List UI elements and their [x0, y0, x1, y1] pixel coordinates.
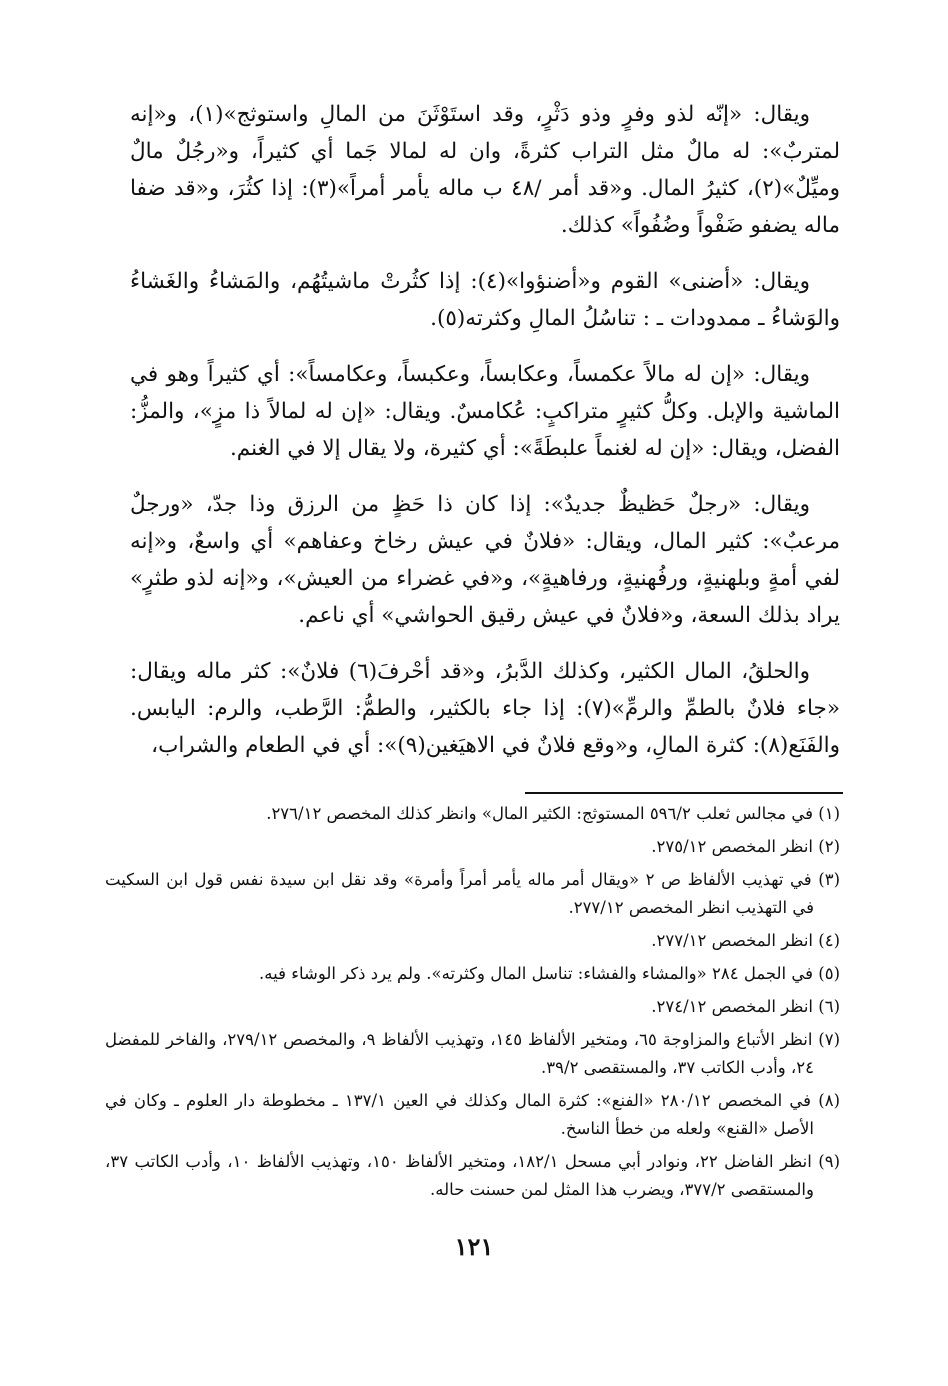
paragraph: ويقال: «إنّه لذو وفرٍ وذو دَثْرٍ، وقد استَوْثَنَ من المالِ واستوثج»(١)، و«إنه لمتربٌ»: له مالٌ مثل التراب كثرةً، وان له لمالا جَما أي كثيراً، و«رجُلٌ مالٌ وميِّلٌ»(٢)، كثيرُ المال. و«قد أمر /٤٨ ب ماله يأمر أمراً»(٣): إذا كثُرَ، و«قد ضفا ماله يضفو ضَفْواً وضُفُواً» كذلك. — [130, 102, 840, 238]
footnotes — [105, 800, 840, 1209]
footnote: (٥) في الجمل ٢٨٤ «والمشاء والفشاء: تناسل المال وكثرته». ولم يرد ذكر الوشاء فيه. — [259, 964, 840, 983]
paragraph: والحلقُ، المال الكثير، وكذلك الدَّبرُ، و«قد أحْرفَ(٦) فلانٌ»: كثر ماله ويقال: «جاء فلانٌ بالطمِّ والرمِّ»(٧): إذا جاء بالكثير، والطمُّ: الرَّطب، والرم: اليابس. والفَنَع(٨): كثرة المالِ، و«وقع فلانٌ في الاهيَغين(٩)»: أي في الطعام والشراب، — [130, 659, 840, 758]
footnote: (١) في مجالس ثعلب ٥٩٦/٢ المستوثج: الكثير المال» وانظر كذلك المخصص ٢٧٦/١٢. — [266, 804, 840, 823]
footnote: (٢) انظر المخصص ٢٧٥/١٢. — [651, 837, 840, 856]
footnote: (٣) في تهذيب الألفاظ ص ٢ «ويقال أمر ماله يأمر أمراً وأمرة» وقد نقل ابن سيدة نفس قول ابن السكيت في التهذيب انظر المخصص ٢٧٧/١٢. — [105, 870, 841, 917]
footnote: (٧) انظر الأتباع والمزاوجة ٦٥، ومتخير الألفاظ ١٤٥، وتهذيب الألفاظ ٩، والمخصص ٢٧٩/١٢، والفاخر للمفضل ٢٤، وأدب الكاتب ٣٧، والمستقصى ٣٩/٢. — [105, 1030, 840, 1077]
footnote: (٦) انظر المخصص ٢٧٤/١٢. — [651, 997, 840, 1016]
footnote: (٤) انظر المخصص ٢٧٧/١٢. — [651, 931, 840, 950]
paragraph: ويقال: «إن له مالاً عكمساً، وعكابساً، وعكبساً، وعكامساً»: أي كثيراً وهو في الماشية والإبل. وكلُّ كثيرٍ متراكبٍ: عُكامسٌ. ويقال: «إن له لمالاً ذا مزٍ»، والمزُّ: الفضل، ويقال: «إن له لغنماً علبطَةً»: أي كثيرة، ولا يقال إلا في الغنم. — [130, 362, 840, 461]
footnote: (٨) في المخصص ٢٨٠/١٢ «الفنع»: كثرة المال وكذلك في العين ١٣٧/١ ـ مخطوطة دار العلوم ـ وكان في الأصل «القنع» ولعله من خطأ الناسخ. — [105, 1091, 840, 1138]
paragraph: ويقال: «أضنى» القوم و«أضنؤوا»(٤): إذا كثُرتْ ماشيتُهُم، والمَشاءُ والغَشاءُ والوَشاءُ ـ ممدودات ـ : تناسُلُ المالِ وكثرته(٥). — [130, 269, 840, 331]
footnote: (٩) انظر الفاضل ٢٢، ونوادر أبي مسحل ١٨٢/١، ومتخير الألفاظ ١٥٠، وتهذيب الألفاظ ١٠، وأدب الكاتب ٣٧، والمستقصى ٣٧٧/٢، ويضرب هذا المثل لمن حسنت حاله. — [105, 1152, 840, 1199]
page-number: ١٢١ — [454, 1232, 494, 1261]
paragraph: ويقال: «رجلٌ حَظيظٌ جديدٌ»: إذا كان ذا حَظٍ من الرزق وذا جدّ، «ورجلٌ مرعبٌ»: كثير المال، ويقال: «فلانٌ في عيش رخاخ وعفاهم» أي واسعٌ، و«إنه لفي أمةٍ وبلهنيةٍ، ورفُهنيةٍ، ورفاهيةٍ»، و«في غضراء من العيش»، و«إنه لذو طثرٍ» يراد بذلك السعة، و«فلانٌ في عيش رقيق الحواشي» أي ناعم. — [130, 492, 840, 628]
main-text — [130, 96, 840, 783]
footnote-separator — [525, 792, 843, 794]
